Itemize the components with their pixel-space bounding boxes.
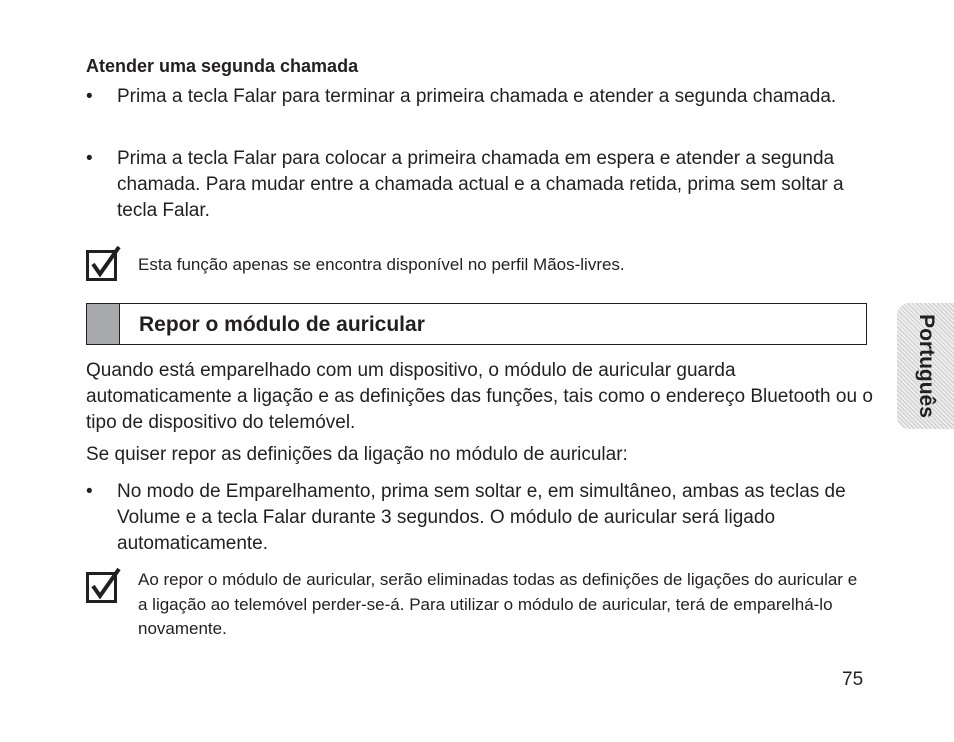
bullet-marker: •: [86, 148, 93, 169]
section-header: [86, 303, 867, 345]
note-text: Esta função apenas se encontra disponível no perfil Mãos-livres.: [138, 255, 625, 274]
paragraph: Se quiser repor as definições da ligação no módulo de auricular:: [86, 444, 628, 465]
paragraph: Quando está emparelhado com um dispositivo, o módulo de auricular guarda automaticamente a ligação e as definições das funções, tais como o endereço Bluetooth ou o tipo de dispositivo do telemóvel.: [86, 360, 873, 433]
note-block: [86, 568, 866, 642]
list-item: [86, 479, 876, 557]
bullet-marker: •: [86, 481, 93, 502]
checkbox-check-icon: [86, 568, 122, 604]
bullet-text: Prima a tecla Falar para terminar a primeira chamada e atender a segunda chamada.: [117, 86, 837, 107]
list-item: [86, 84, 876, 110]
language-tab-label: Português: [914, 314, 938, 418]
language-tab: [897, 303, 954, 429]
list-item: [86, 146, 876, 224]
section-accent: [87, 304, 120, 344]
checkbox-check-icon: [86, 246, 122, 282]
bullet-marker: •: [86, 86, 93, 107]
bullet-text: No modo de Emparelhamento, prima sem soltar e, em simultâneo, ambas as teclas de Volume e a tecla Falar durante 3 segundos. O módulo de auricular será ligado automaticamente.: [117, 481, 846, 554]
bullet-text: Prima a tecla Falar para colocar a primeira chamada em espera e atender a segunda chamada. Para mudar entre a chamada actual e a chamada retida, prima sem soltar a tecla Falar.: [117, 148, 844, 221]
section-title: Repor o módulo de auricular: [139, 313, 425, 336]
subheading: Atender uma segunda chamada: [86, 56, 359, 76]
note-text: Ao repor o módulo de auricular, serão eliminadas todas as definições de ligações do auricular e a ligação ao telemóvel perder-se-á. Para utilizar o módulo de auricular, terá de emparelhá-lo novamente.: [138, 570, 858, 638]
page-number: 75: [842, 669, 864, 690]
note-block: [86, 246, 866, 278]
